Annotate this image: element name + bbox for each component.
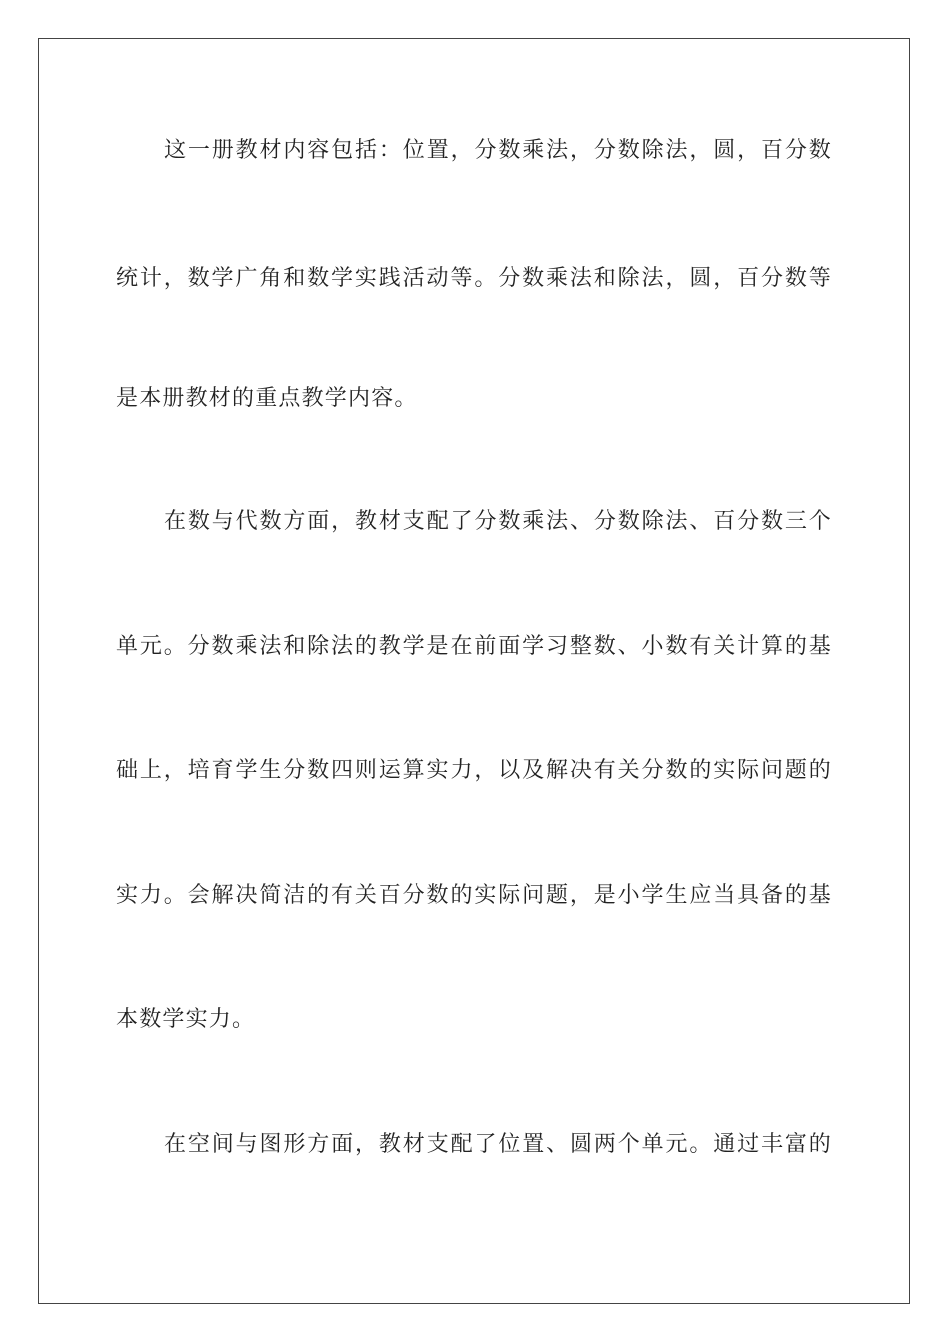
paragraph-1-line-1: 这一册教材内容包括：位置，分数乘法，分数除法，圆，百分数 [164,138,832,163]
paragraph-2-line-2: 单元。分数乘法和除法的教学是在前面学习整数、小数有关计算的基 [116,634,832,659]
paragraph-2-line-5: 本数学实力。 [116,1007,256,1032]
paragraph-2-line-4: 实力。会解决简洁的有关百分数的实际问题，是小学生应当具备的基 [116,883,832,908]
paragraph-3-line-1: 在空间与图形方面，教材支配了位置、圆两个单元。通过丰富的 [164,1132,832,1157]
paragraph-2-line-1: 在数与代数方面，教材支配了分数乘法、分数除法、百分数三个 [164,509,832,534]
paragraph-1-line-3: 是本册教材的重点教学内容。 [116,386,418,411]
paragraph-2-line-3: 础上，培育学生分数四则运算实力，以及解决有关分数的实际问题的 [116,758,832,783]
page-border [38,38,910,1304]
paragraph-1-line-2: 统计，数学广角和数学实践活动等。分数乘法和除法，圆，百分数等 [116,266,832,291]
